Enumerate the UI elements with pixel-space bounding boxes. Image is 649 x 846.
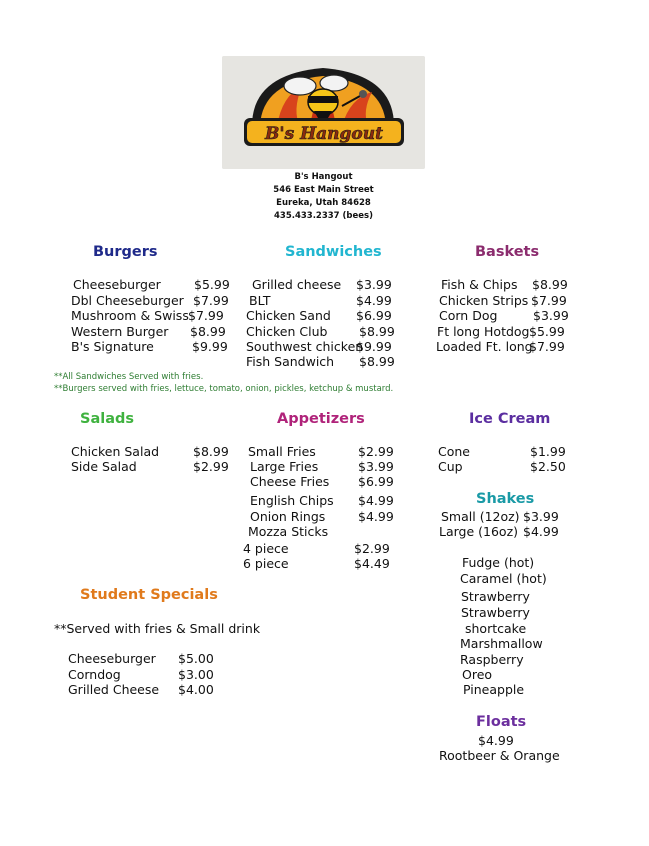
item-price: $6.99 xyxy=(356,308,392,323)
item-price: $4.00 xyxy=(178,682,214,697)
list-item xyxy=(250,509,394,525)
item-name: Cone xyxy=(438,444,470,459)
item-name: Ft long Hotdog xyxy=(437,324,530,339)
flavor-item: Oreo xyxy=(462,667,493,682)
item-price: $8.99 xyxy=(193,444,229,459)
item-name: Grilled cheese xyxy=(252,277,342,292)
restaurant-info xyxy=(222,171,425,223)
flavor-item: Caramel (hot) xyxy=(460,571,547,586)
flavor-item: Pineapple xyxy=(463,682,525,697)
item-price: $3.99 xyxy=(533,308,569,323)
item-name: Dbl Cheeseburger xyxy=(71,293,184,308)
item-price: $5.99 xyxy=(194,277,230,292)
item-name: BLT xyxy=(249,293,271,308)
bee-logo-image xyxy=(222,56,425,169)
item-name: Cheese Fries xyxy=(250,474,330,489)
item-price: $3.99 xyxy=(523,509,559,524)
flavor-item: shortcake xyxy=(465,621,527,636)
student-specials-heading: Student Specials xyxy=(80,587,218,603)
item-price: $8.99 xyxy=(359,354,395,369)
restaurant-city: Eureka, Utah 84628 xyxy=(276,198,371,208)
item-price: $9.99 xyxy=(192,339,228,354)
item-price: $9.99 xyxy=(356,339,392,354)
item-price: $4.99 xyxy=(523,524,559,539)
item-name: Small Fries xyxy=(248,444,316,459)
item-price: $2.99 xyxy=(193,459,229,474)
item-name: Small (12oz) xyxy=(441,509,520,524)
logo-brand-text: B's Hangout xyxy=(265,124,383,144)
item-price: $3.00 xyxy=(178,667,214,682)
item-name: English Chips xyxy=(250,493,334,508)
item-price: $1.99 xyxy=(530,444,566,459)
sandwich-note: **All Sandwiches Served with fries. xyxy=(54,372,204,382)
list-item xyxy=(246,354,395,370)
list-item xyxy=(73,277,230,293)
list-item xyxy=(248,524,328,540)
item-name: 6 piece xyxy=(243,556,289,571)
item-price: $4.99 xyxy=(358,493,394,508)
list-item xyxy=(68,682,214,698)
restaurant-address: 546 East Main Street xyxy=(273,185,374,195)
list-item xyxy=(250,493,394,509)
list-item xyxy=(436,339,565,355)
ice-cream-heading: Ice Cream xyxy=(469,411,551,427)
list-item xyxy=(71,324,226,340)
item-name: 4 piece xyxy=(243,541,289,556)
list-item xyxy=(438,444,566,460)
list-item xyxy=(250,459,394,475)
list-item xyxy=(439,524,559,540)
item-price: $8.99 xyxy=(190,324,226,339)
list-item xyxy=(438,459,566,475)
item-price: $3.99 xyxy=(356,277,392,292)
item-price: $4.49 xyxy=(354,556,390,571)
item-name: Large Fries xyxy=(250,459,319,474)
list-item xyxy=(250,474,394,490)
item-name: Large (16oz) xyxy=(439,524,519,539)
item-price: $5.99 xyxy=(529,324,565,339)
item-name: Loaded Ft. long xyxy=(436,339,533,354)
list-item xyxy=(439,308,569,324)
item-price: $2.99 xyxy=(358,444,394,459)
list-item xyxy=(441,509,559,525)
item-name: B's Signature xyxy=(71,339,154,354)
burger-note: **Burgers served with fries, lettuce, tomato, onion, pickles, ketchup & mustard. xyxy=(54,384,394,394)
list-item xyxy=(71,339,228,355)
item-price: $7.99 xyxy=(529,339,565,354)
list-item xyxy=(71,444,229,460)
list-item xyxy=(68,667,214,683)
item-name: Chicken Strips xyxy=(439,293,529,308)
floats-price: $4.99 xyxy=(478,733,514,748)
burgers-heading: Burgers xyxy=(93,244,158,260)
flavor-item: Marshmallow xyxy=(460,636,543,651)
list-item xyxy=(246,308,392,324)
item-name: Mozza Sticks xyxy=(248,524,329,539)
floats-flavor: Rootbeer & Orange xyxy=(439,748,560,763)
item-name: Cheeseburger xyxy=(73,277,161,292)
item-name: Corn Dog xyxy=(439,308,498,323)
list-item xyxy=(243,556,390,572)
baskets-heading: Baskets xyxy=(475,244,540,260)
item-name: Western Burger xyxy=(71,324,169,339)
item-price: $5.00 xyxy=(178,651,214,666)
item-price: $8.99 xyxy=(359,324,395,339)
sandwiches-heading: Sandwiches xyxy=(285,244,382,260)
item-name: Grilled Cheese xyxy=(68,682,160,697)
flavor-item: Strawberry xyxy=(461,589,530,604)
list-item xyxy=(246,339,392,355)
item-name: Fish & Chips xyxy=(441,277,518,292)
list-item xyxy=(437,324,565,340)
item-name: Chicken Salad xyxy=(71,444,160,459)
item-price: $2.99 xyxy=(354,541,390,556)
item-price: $6.99 xyxy=(358,474,394,489)
item-name: Corndog xyxy=(68,667,121,682)
list-item xyxy=(68,651,214,667)
item-name: Fish Sandwich xyxy=(246,354,335,369)
flavor-item: Raspberry xyxy=(460,652,524,667)
restaurant-logo xyxy=(222,56,425,169)
item-price: $7.99 xyxy=(188,308,224,323)
item-name: Chicken Club xyxy=(246,324,328,339)
item-price: $8.99 xyxy=(532,277,568,292)
flavor-item: Fudge (hot) xyxy=(462,555,535,570)
item-name: Chicken Sand xyxy=(246,308,331,323)
list-item xyxy=(252,277,392,293)
flavor-item: Strawberry xyxy=(461,605,530,620)
item-name: Onion Rings xyxy=(250,509,326,524)
restaurant-phone: 435.433.2337 (bees) xyxy=(273,211,373,221)
appetizers-heading: Appetizers xyxy=(277,411,365,427)
list-item xyxy=(71,293,229,309)
list-item xyxy=(249,293,392,309)
item-name: Cup xyxy=(438,459,463,474)
item-price: $7.99 xyxy=(193,293,229,308)
list-item xyxy=(246,324,395,340)
item-name: Mushroom & Swiss xyxy=(71,308,189,323)
item-price: $3.99 xyxy=(358,459,394,474)
list-item xyxy=(71,459,229,475)
student-specials-note: **Served with fries & Small drink xyxy=(54,621,261,636)
item-price: $4.99 xyxy=(358,509,394,524)
item-price: $7.99 xyxy=(531,293,567,308)
item-name: Side Salad xyxy=(71,459,137,474)
list-item xyxy=(439,293,567,309)
restaurant-name: B's Hangout xyxy=(294,172,353,182)
item-name: Southwest chicken xyxy=(246,339,364,354)
item-name: Cheeseburger xyxy=(68,651,156,666)
shakes-heading: Shakes xyxy=(476,491,535,507)
list-item xyxy=(248,444,394,460)
list-item xyxy=(243,541,390,557)
salads-heading: Salads xyxy=(80,411,134,427)
list-item xyxy=(71,308,224,324)
floats-heading: Floats xyxy=(476,714,527,730)
item-price: $2.50 xyxy=(530,459,566,474)
list-item xyxy=(441,277,568,293)
item-price: $4.99 xyxy=(356,293,392,308)
